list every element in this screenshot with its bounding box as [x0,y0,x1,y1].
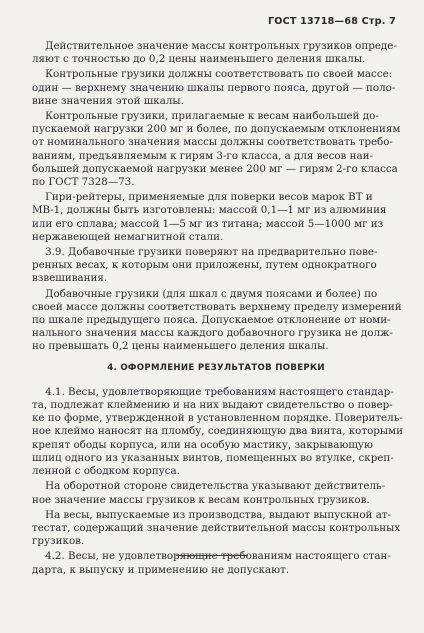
text-line: по ГОСТ 7328—73. [32,176,135,189]
document-code: ГОСТ 13718—68 [267,16,359,27]
paragraphs-top [32,40,400,354]
text-line: от номинального значения массы должны соответствовать требо- [32,136,393,149]
section-heading: 4. ОФОРМЛЕНИЕ РЕЗУЛЬТАТОВ ПОВЕРКИ [107,362,325,373]
paragraph [32,385,403,478]
text-line: ное клеймо наносят на пломбу, соединяющую два винта, которыми [32,425,403,438]
paragraph [32,110,400,189]
text-line: большей допускаемой нагрузки менее 200 мг — гирям 2-го класса [32,162,398,175]
text-line: но превышать 0,2 цены наименьшего деления шкалы. [32,340,329,353]
paragraph [32,246,400,286]
document-body [32,40,403,579]
text-line: Контрольные грузики должны соответствовать по своей массе: [32,68,393,81]
text-line: взвешивания. [32,272,108,285]
text-line: нержавеющей немагнитной стали. [32,230,224,243]
page-header [268,16,396,27]
text-line: крепят ободы корпуса, или на особую мастику, закрывающую [32,438,373,451]
text-line: На весы, выпускаемые из производства, выдают выпускной ат- [32,508,392,521]
paragraph [32,480,400,506]
text-line: дарта, к выпуску и применению не допускают. [32,563,290,576]
text-line: ленной с ободком корпуса. [32,465,180,478]
paragraphs-bottom [32,385,403,577]
text-line: Контрольные грузики, прилагаемые к весам наибольшей до- [32,110,379,123]
text-line: 4.1. Весы, удовлетворяющие требованиям настоящего стандар- [32,385,394,398]
paragraph [32,191,400,244]
text-line: та, подлежат клеймению и на них выдают свидетельство о повер- [32,399,393,412]
text-line: МВ-1, должны быть изготовлены: массой 0,1—1 мг из алюминия [32,204,387,217]
paragraph [32,509,400,549]
text-line: вине значения этой шкалы. [32,94,184,107]
page-number: Стр. 7 [361,16,396,27]
text-line: Действительное значение массы контрольных грузиков опреде- [32,40,397,52]
text-line: 4.2. Весы, не удовлетворяющие требованиям настоящего стан- [32,550,391,563]
text-line: ляют с точностью до 0,2 цены наименьшего деления шкалы. [32,53,366,66]
text-line: На оборотной стороне свидетельства указывают действитель- [32,480,386,493]
text-line: ное значение массы грузиков к весам контрольных грузиков. [32,493,370,506]
text-line: ке по форме, утвержденной в установленном порядке. Поверитель- [32,412,403,425]
text-line: один — верхнему значению шкалы первого пояса, другой — поло- [32,81,396,94]
paragraph [32,68,400,108]
text-line: или его сплава; массой 1—5 мг из титана; массой 5—1000 мг из [32,217,384,230]
text-line: по шкале предыдущего пояса. Допускаемое отклонение от номи- [32,314,391,327]
text-line: ренных весах, к которым они приложены, путем однократного [32,259,377,272]
text-line: своей массе должны соответствовать верхнему пределу измерений [32,300,402,313]
paragraph [32,40,400,66]
text-line: Гири-рейтеры, применяемые для поверки весов марок ВТ и [32,191,373,204]
text-line: пускаемой нагрузки 200 мг и более, по допускаемым отклонениям [32,123,401,136]
end-rule [176,555,248,556]
text-line: ваниям, предъявляемым к гирям 3-го класса, а для весов наи- [32,149,373,162]
text-line: нального значения массы каждого добавочного грузика не долж- [32,327,393,340]
text-line: тестат, содержащий значение действительной массы контрольных [32,521,401,534]
paragraph [32,288,400,354]
text-line: грузиков. [32,535,85,548]
text-line: шлиц одного из указанных винтов, помещенных во втулке, скреп- [32,451,394,464]
text-line: Добавочные грузики (для шкал с двумя поясами и более) по [32,287,378,300]
text-line: 3.9. Добавочные грузики поверяют на предварительно пове- [32,246,378,259]
